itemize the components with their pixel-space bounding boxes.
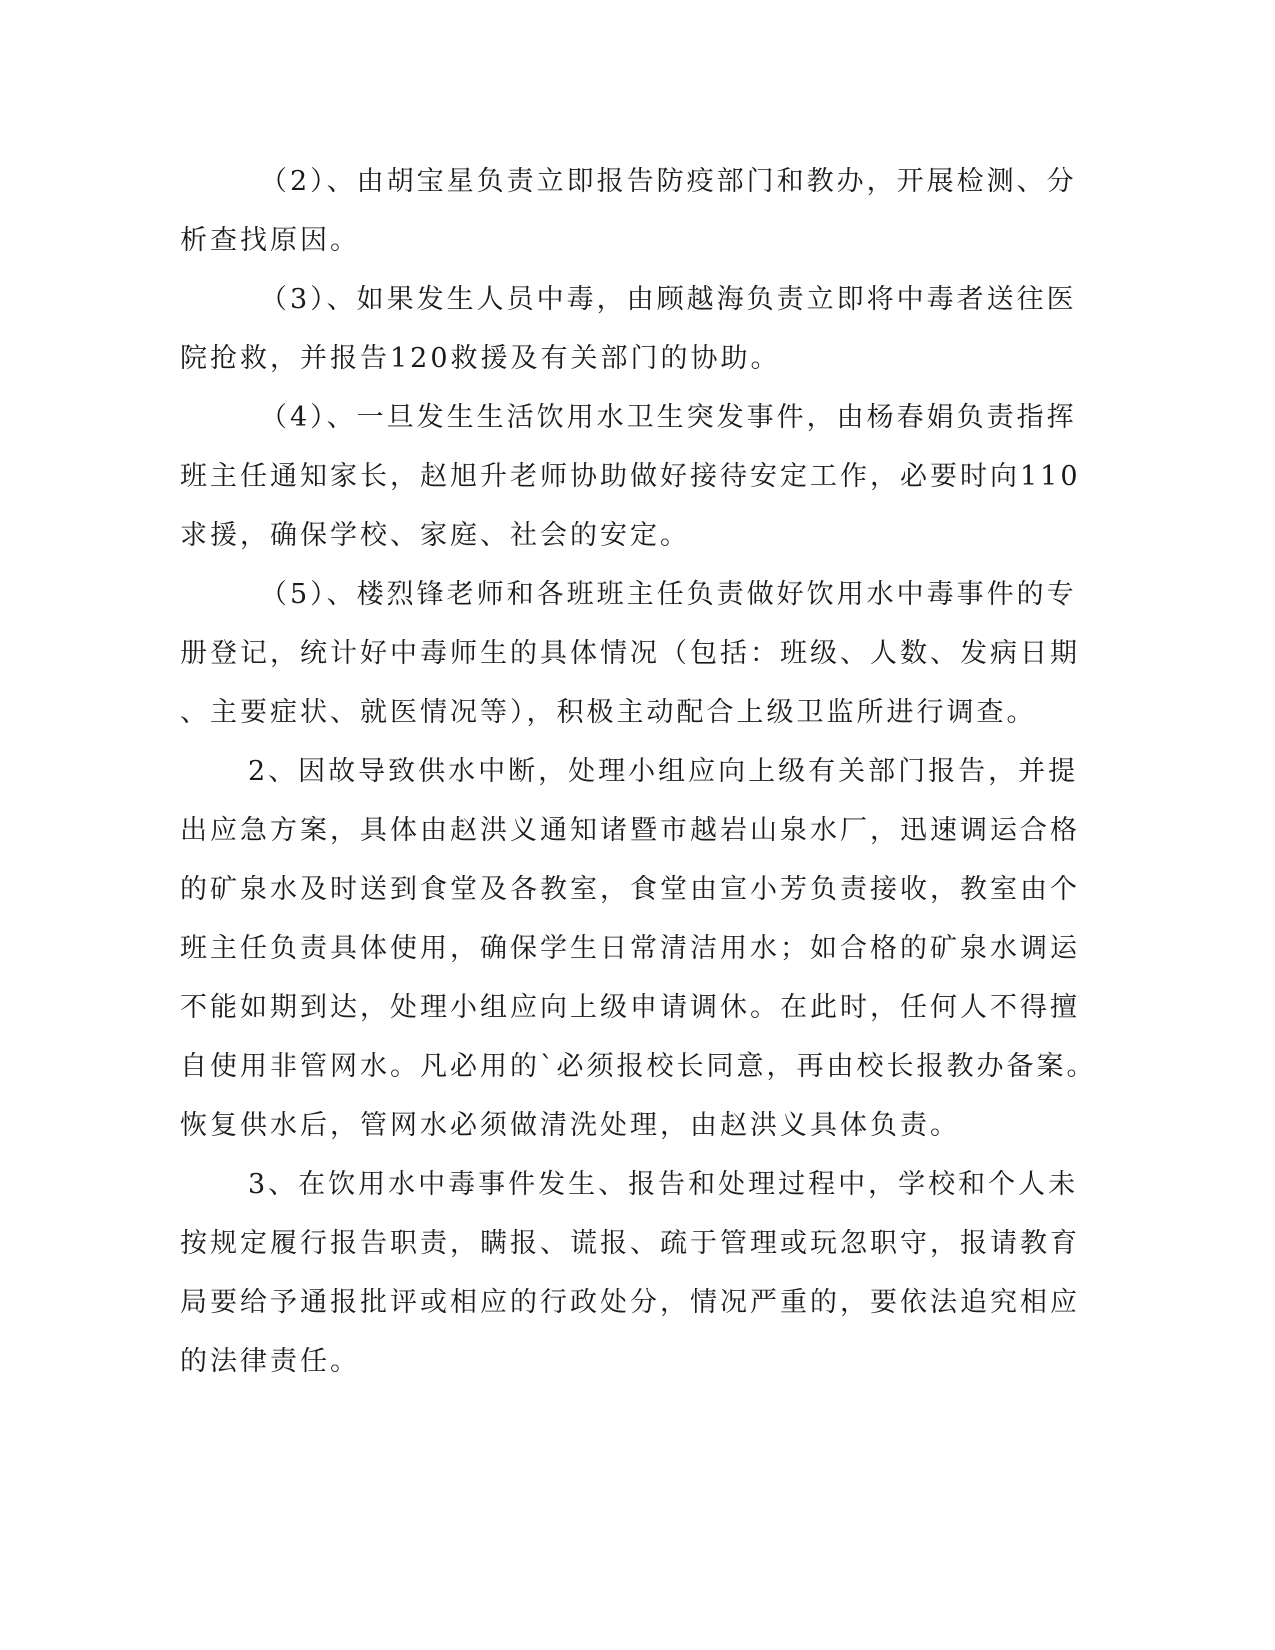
section-3 (180, 1155, 1080, 1391)
text-line: （4）、一旦发生生活饮用水卫生突发事件，由杨春娟负责指挥 (260, 402, 1077, 433)
text-line: 析查找原因。 (180, 225, 360, 256)
text-line: 2、因故导致供水中断，处理小组应向上级有关部门报告，并提 (248, 756, 1079, 787)
text-line: （5）、楼烈锋老师和各班班主任负责做好饮用水中毒事件的专 (260, 579, 1077, 610)
text-line: 、主要症状、就医情况等），积极主动配合上级卫监所进行调查。 (180, 697, 1037, 728)
section-2 (180, 742, 1097, 1155)
text-line: 班主任负责具体使用，确保学生日常清洁用水；如合格的矿泉水调运 (180, 933, 1080, 964)
text-line: （3）、如果发生人员中毒，由顾越海负责立即将中毒者送往医 (260, 284, 1077, 315)
text-line: 局要给予通报批评或相应的行政处分，情况严重的，要依法追究相应 (180, 1287, 1080, 1318)
text-line: 册登记，统计好中毒师生的具体情况（包括：班级、人数、发病日期 (180, 638, 1080, 669)
text-line: 出应急方案，具体由赵洪义通知诸暨市越岩山泉水厂，迅速调运合格 (180, 815, 1080, 846)
text-line: 求援，确保学校、家庭、社会的安定。 (180, 520, 690, 551)
text-line: 的法律责任。 (180, 1346, 360, 1377)
paragraph-item-4 (180, 388, 1081, 565)
document-page (180, 152, 1097, 1391)
text-line: 3、在饮用水中毒事件发生、报告和处理过程中，学校和个人未 (248, 1169, 1079, 1200)
text-line: 不能如期到达，处理小组应向上级申请调休。在此时，任何人不得擅 (180, 992, 1080, 1023)
text-line: （2）、由胡宝星负责立即报告防疫部门和教办，开展检测、分 (260, 166, 1077, 197)
paragraph-item-5 (180, 565, 1080, 742)
text-line: 自使用非管网水。凡必用的`必须报校长同意，再由校长报教办备案。 (180, 1051, 1097, 1082)
text-line: 班主任通知家长，赵旭升老师协助做好接待安定工作，必要时向110 (180, 461, 1081, 492)
paragraph-item-3 (180, 270, 1077, 388)
text-line: 的矿泉水及时送到食堂及各教室，食堂由宣小芳负责接收，教室由个 (180, 874, 1080, 905)
paragraph-item-2 (180, 152, 1077, 270)
text-line: 院抢救，并报告120救援及有关部门的协助。 (180, 343, 781, 374)
text-line: 按规定履行报告职责，瞒报、谎报、疏于管理或玩忽职守，报请教育 (180, 1228, 1080, 1259)
text-line: 恢复供水后，管网水必须做清洗处理，由赵洪义具体负责。 (180, 1110, 960, 1141)
